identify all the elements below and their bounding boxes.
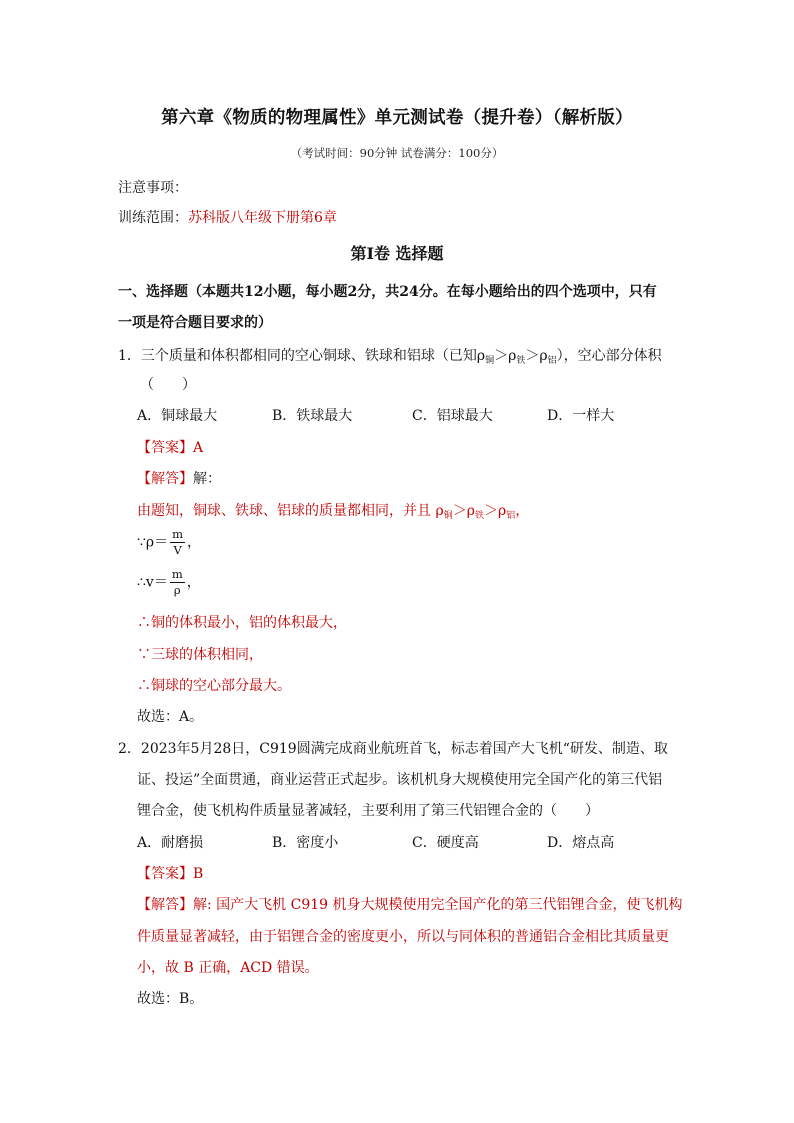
q2-analysis-line3: 小，故 B 正确，ACD 错误。 [137,960,319,976]
sub-aluminum: 铝 [506,511,516,521]
section-heading-line2: 一项是符合题目要求的） [118,315,272,331]
q2-answer [137,863,203,883]
analysis-tag: 【解答】 [137,471,193,487]
sub-aluminum: 铝 [547,356,557,366]
range-value: 苏科版八年级下册第6章 [188,210,337,226]
answer-value: B [193,866,204,882]
q1-stem-text: 1．三个质量和体积都相同的空心铜球、铁球和铝球（已知ρ [118,348,486,364]
q2-analysis-line1 [137,894,683,914]
analysis-lead: 解： [193,471,221,487]
q1-option-b: B．铁球最大 [272,408,353,424]
q2-stem-line2: 证、投运”全面贯通，商业运营正式起步。该机机身大规模使用完全国产化的第三代铝 [137,772,663,788]
answer-value: A [193,440,204,456]
fraction [170,529,185,556]
training-range [118,207,337,227]
q1-analysis-line6: ∴铜球的空心部分最大。 [137,678,291,694]
analysis-gt: ＞ρ [452,503,475,519]
analysis-gt: ＞ρ [483,503,507,519]
formula-lhs: ∴v＝ [137,574,168,591]
sub-copper: 铜 [443,511,453,521]
q1-conclusion: 故选：A。 [137,709,204,725]
analysis-text: 解: 国产大飞机 C919 机身大规模使用完全国产化的第三代铝锂合金，使飞机构 [193,897,683,913]
q2-option-c: C．硬度高 [412,835,479,851]
q1-option-c: C．铝球最大 [412,408,493,424]
q1-analysis-line4: ∴铜的体积最小，铝的体积最大， [137,615,347,631]
fraction-denominator: V [173,542,182,557]
q2-stem-line1: 2．2023年5月28日，C919圆满完成商业航班首飞，标志着国产大飞机“研发、制造、取 [118,741,668,757]
formula-lhs: ∵ρ＝ [137,534,169,551]
q1-gt: ＞ρ [525,348,548,364]
section-title: 第Ⅰ卷 选择题 [350,244,444,263]
fraction-numerator: m [172,527,184,541]
answer-tag: 【答案】 [137,866,193,882]
analysis-tag: 【解答】 [137,897,193,913]
sub-copper: 铜 [485,356,495,366]
q1-option-d: D．一样大 [547,408,615,424]
q1-stem [118,345,662,366]
q1-stem-text: ），空心部分体积 [556,348,662,364]
q2-analysis-line2: 件质量显著减轻，由于铝锂合金的密度更小，所以与同体积的普通铝合金相比其质量更 [137,929,669,945]
analysis-text: ， [515,503,530,519]
q1-analysis-head [137,468,221,488]
q2-conclusion: 故选：B。 [137,991,204,1007]
q1-formula-volume [137,569,201,596]
q1-answer-blank: （ ） [140,377,196,393]
q1-answer [137,437,203,457]
fraction-denominator: ρ [173,582,181,597]
q1-option-a: A．铜球最大 [137,408,218,424]
analysis-text: 由题知，铜球、铁球、铝球的质量都相同，并且 ρ [137,503,444,519]
q2-option-b: B．密度小 [272,835,339,851]
answer-tag: 【答案】 [137,440,193,456]
formula-end: ， [186,574,201,591]
exam-info: （考试时间：90分钟 试卷满分：100分） [290,146,504,160]
q1-gt: ＞ρ [494,348,517,364]
section-heading-line1: 一、选择题（本题共12小题，每小题2分，共24分。在每小题给出的四个选项中，只有 [118,284,657,300]
fraction-numerator: m [171,567,183,581]
q1-formula-density [137,529,201,556]
formula-end: ， [187,534,202,551]
q1-analysis-line1 [137,500,529,521]
notice-label: 注意事项： [118,180,188,196]
sub-iron: 铁 [516,356,526,366]
q1-analysis-line5: ∵三球的体积相同， [137,647,263,663]
fraction [170,569,185,596]
page-title: 第六章《物质的物理属性》单元测试卷（提升卷）（解析版） [161,108,633,128]
q2-option-d: D．熔点高 [547,835,615,851]
range-label: 训练范围： [118,210,188,226]
q2-stem-line3: 锂合金，使飞机构件质量显著减轻，主要利用了第三代铝锂合金的（ ） [137,803,599,819]
q2-option-a: A．耐磨损 [137,835,204,851]
sub-iron: 铁 [474,511,484,521]
